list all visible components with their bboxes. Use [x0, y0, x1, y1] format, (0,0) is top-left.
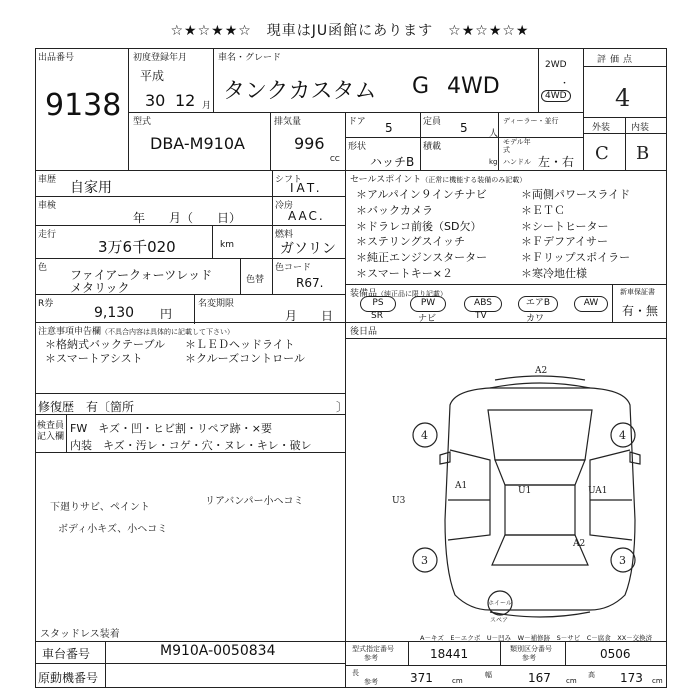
damage-diagram: [380, 360, 650, 630]
color-value-1: ファイアークォーツレッド: [70, 268, 213, 282]
doors-value: 5: [385, 121, 393, 135]
inspector-row-2: 内装 キズ・汚レ・コゲ・穴・ヌレ・キレ・破レ: [70, 439, 312, 452]
inspector-row-1: FW キズ・凹・ヒビ割・リペア跡・×要: [70, 422, 272, 435]
registration-month-unit: 月: [202, 101, 212, 111]
registration-year: 30: [145, 91, 166, 110]
history-label: 車歴: [38, 175, 57, 185]
mark-u3: U3: [392, 496, 406, 506]
shape-label: 形状: [348, 142, 367, 152]
displacement-unit: CC: [330, 155, 340, 163]
registration-label: 初度登録年月: [133, 53, 188, 63]
exterior-label: 外装: [592, 123, 611, 133]
equip-sr: SR: [371, 311, 383, 321]
type-no-ref: 参考: [364, 654, 378, 662]
equip-pw: PW: [410, 296, 446, 312]
sales-point-item: ＊両側パワースライド: [521, 188, 631, 201]
hand-note-4: スタッドレス装着: [40, 629, 120, 640]
sales-point-item: ＊純正エンジンスターター: [356, 251, 488, 265]
equip-navi: ナビ: [418, 314, 437, 324]
exterior-grade: C: [595, 143, 609, 164]
hand-note-3: リアバンパー小ヘコミ: [205, 496, 304, 507]
length-ref: 参考: [364, 678, 378, 686]
capacity-unit: 人: [489, 129, 499, 139]
handle-value: 左・右: [538, 155, 575, 169]
mark-wheel-rl: 3: [421, 554, 428, 567]
mileage-label: 走行: [38, 230, 57, 240]
mark-ua1: UA1: [588, 486, 608, 496]
registration-month: 12: [175, 91, 196, 110]
capacity-value: 5: [460, 121, 468, 135]
hand-note-1: 下廻りサビ、ペイント: [50, 502, 150, 513]
length-value: 371: [410, 671, 433, 685]
equip-aw: AW: [574, 296, 608, 312]
width-unit: cm: [566, 677, 577, 685]
color-code-label: 色コード: [275, 263, 312, 273]
sales-point-item: ＊Ｆデフアイサー: [521, 235, 609, 249]
grade-score: 4: [615, 84, 631, 112]
header-banner: ☆★☆★★☆ 現車はJU函館にあります ☆★☆★☆★: [170, 23, 530, 39]
color-value-2: メタリック: [70, 281, 130, 295]
sales-point-item: ＊ステリングスイッチ: [356, 235, 466, 249]
mark-a2-front: A2: [535, 366, 548, 376]
equipment-note: （純正品に限り記載）: [377, 290, 448, 298]
equipment-title: 装備品: [350, 289, 378, 299]
interior-label: 内装: [631, 123, 650, 133]
fuel-value: ガソリン: [280, 241, 336, 257]
lot-number: 9138: [45, 88, 122, 123]
height-unit: cm: [652, 677, 663, 685]
height-value: 173: [620, 671, 643, 685]
notes-note: （不具合内容は具体的に記載して下さい）: [101, 328, 235, 336]
mileage-value: 3万6千020: [98, 238, 176, 256]
mark-u1: U1: [518, 486, 532, 496]
height-label: 高: [588, 671, 595, 679]
sales-point-item: ＊バックカメラ: [356, 203, 433, 217]
recycle-label: R券: [38, 299, 54, 309]
drive-option-4wd: 4WD: [541, 90, 571, 102]
interior-grade: B: [636, 143, 650, 164]
chassis-label: 車台番号: [42, 647, 91, 661]
mark-a1: A1: [455, 481, 468, 491]
class-no-value: 0506: [600, 647, 631, 661]
recycle-value: 9,130: [94, 305, 135, 321]
sales-point-item: ＊ＥＴＣ: [521, 203, 565, 217]
mark-spare-wheel: ホイール: [488, 600, 512, 607]
fuel-label: 燃料: [275, 230, 294, 240]
inspector-label: 検査員記入欄: [37, 421, 65, 442]
mark-wheel-fl: 4: [421, 429, 428, 442]
hand-note-2: ボディ小キズ、小ヘコミ: [58, 524, 168, 535]
equip-airbag: エアB: [518, 296, 558, 312]
color-change-label: 色替: [246, 275, 265, 285]
sales-points-label: [350, 172, 526, 185]
spare-label: スペア: [490, 617, 509, 624]
car-grade: G: [412, 74, 430, 99]
mark-wheel-fr: 4: [619, 429, 626, 442]
color-label: 色: [38, 263, 48, 273]
lot-label: 出品番号: [38, 53, 75, 63]
dealer-label: ディーラー・並行: [503, 117, 559, 125]
handle-sub: ハンドル: [503, 158, 531, 166]
class-no-ref: 参考: [522, 654, 536, 662]
name-change-value: 月 日: [285, 309, 334, 323]
color-code-value: R67.: [296, 276, 324, 290]
car-name-label: 車名・グレード: [218, 53, 282, 63]
sales-point-item: ＊ドラレコ前後（SD欠）: [356, 219, 482, 233]
type-no-value: 18441: [430, 647, 469, 661]
note-item: ＊格納式バックテーブル: [45, 338, 166, 351]
recycle-unit: 円: [160, 307, 173, 321]
sales-point-item: ＊寒冷地仕様: [521, 266, 587, 280]
equip-leather: カワ: [526, 314, 545, 324]
sales-points-note: （正常に機能する装備のみ記載）: [421, 176, 527, 184]
equip-tv: TV: [475, 311, 487, 321]
shift-value: IAT.: [290, 181, 323, 195]
mileage-unit: km: [220, 240, 234, 250]
doors-label: ドア: [348, 117, 366, 127]
handle-label: モデル年式: [503, 138, 531, 154]
width-value: 167: [528, 671, 551, 685]
class-no-label: 類別区分番号: [510, 645, 552, 653]
width-label: 幅: [485, 671, 492, 679]
sales-point-item: ＊シートヒーター: [521, 219, 609, 233]
engine-label: 原動機番号: [38, 671, 99, 685]
length-unit: cm: [452, 677, 463, 685]
displacement-label: 排気量: [274, 117, 302, 127]
car-drive: 4WD: [447, 74, 500, 99]
grade-label: 評価点: [597, 55, 637, 65]
sales-point-item: ＊アルパイン９インチナビ: [356, 188, 487, 201]
repair-history-label: 修復歴 有〔箇所: [38, 400, 135, 414]
damage-legend: A－キズ E－エクボ U－凹み W－補修跡 S－サビ C－腐食 XX－交換済: [420, 634, 653, 642]
mark-a2-rear: A2: [573, 539, 586, 549]
note-item: ＊クルーズコントロール: [185, 352, 305, 365]
chassis-value: M910A-0050834: [160, 643, 276, 659]
history-value: 自家用: [70, 180, 112, 196]
repair-history-close: 〕: [336, 400, 349, 414]
equip-abs: ABS: [464, 296, 502, 312]
mark-wheel-rr: 3: [619, 554, 626, 567]
sales-point-item: ＊スマートキー×２: [356, 266, 453, 280]
accessories-label: 後日品: [350, 327, 378, 337]
sales-points-list: [356, 187, 666, 282]
type-no-label: 型式指定番号: [352, 645, 394, 653]
note-item: ＊スマートアシスト: [45, 352, 143, 365]
aircon-value: AAC.: [288, 209, 325, 223]
equip-ps: PS: [360, 296, 396, 312]
shift-label: シフト: [275, 175, 303, 185]
new-car-warranty-value: 有・無: [622, 304, 659, 318]
load-unit: kg: [489, 158, 498, 166]
displacement-value: 996: [294, 134, 325, 153]
model-label: 型式: [133, 117, 152, 127]
inspection-value: 年 月（ 日）: [133, 211, 242, 225]
registration-era: 平成: [140, 69, 165, 83]
shape-value: ハッチB: [370, 155, 415, 169]
name-change-label: 名変期限: [198, 299, 235, 309]
inspection-label: 車検: [38, 201, 57, 211]
drive-option-2wd: 2WD: [545, 60, 567, 70]
model-value: DBA-M910A: [150, 134, 245, 153]
sales-points-title: セールスポイント: [350, 175, 422, 185]
notes-label: [38, 324, 234, 337]
capacity-label: 定員: [423, 117, 442, 127]
aircon-label: 冷房: [275, 201, 294, 211]
notes-title: 注意事項申告欄: [38, 327, 102, 337]
car-name: タンクカスタム: [223, 79, 377, 104]
notes-list: [45, 338, 305, 366]
load-label: 積載: [423, 142, 442, 152]
note-item: ＊ＬＥＤヘッドライト: [185, 338, 295, 351]
length-label: 長: [352, 669, 359, 677]
sales-point-item: ＊Ｆリップスポイラー: [521, 251, 631, 265]
new-car-warranty-label: 新車保証書: [620, 288, 655, 296]
